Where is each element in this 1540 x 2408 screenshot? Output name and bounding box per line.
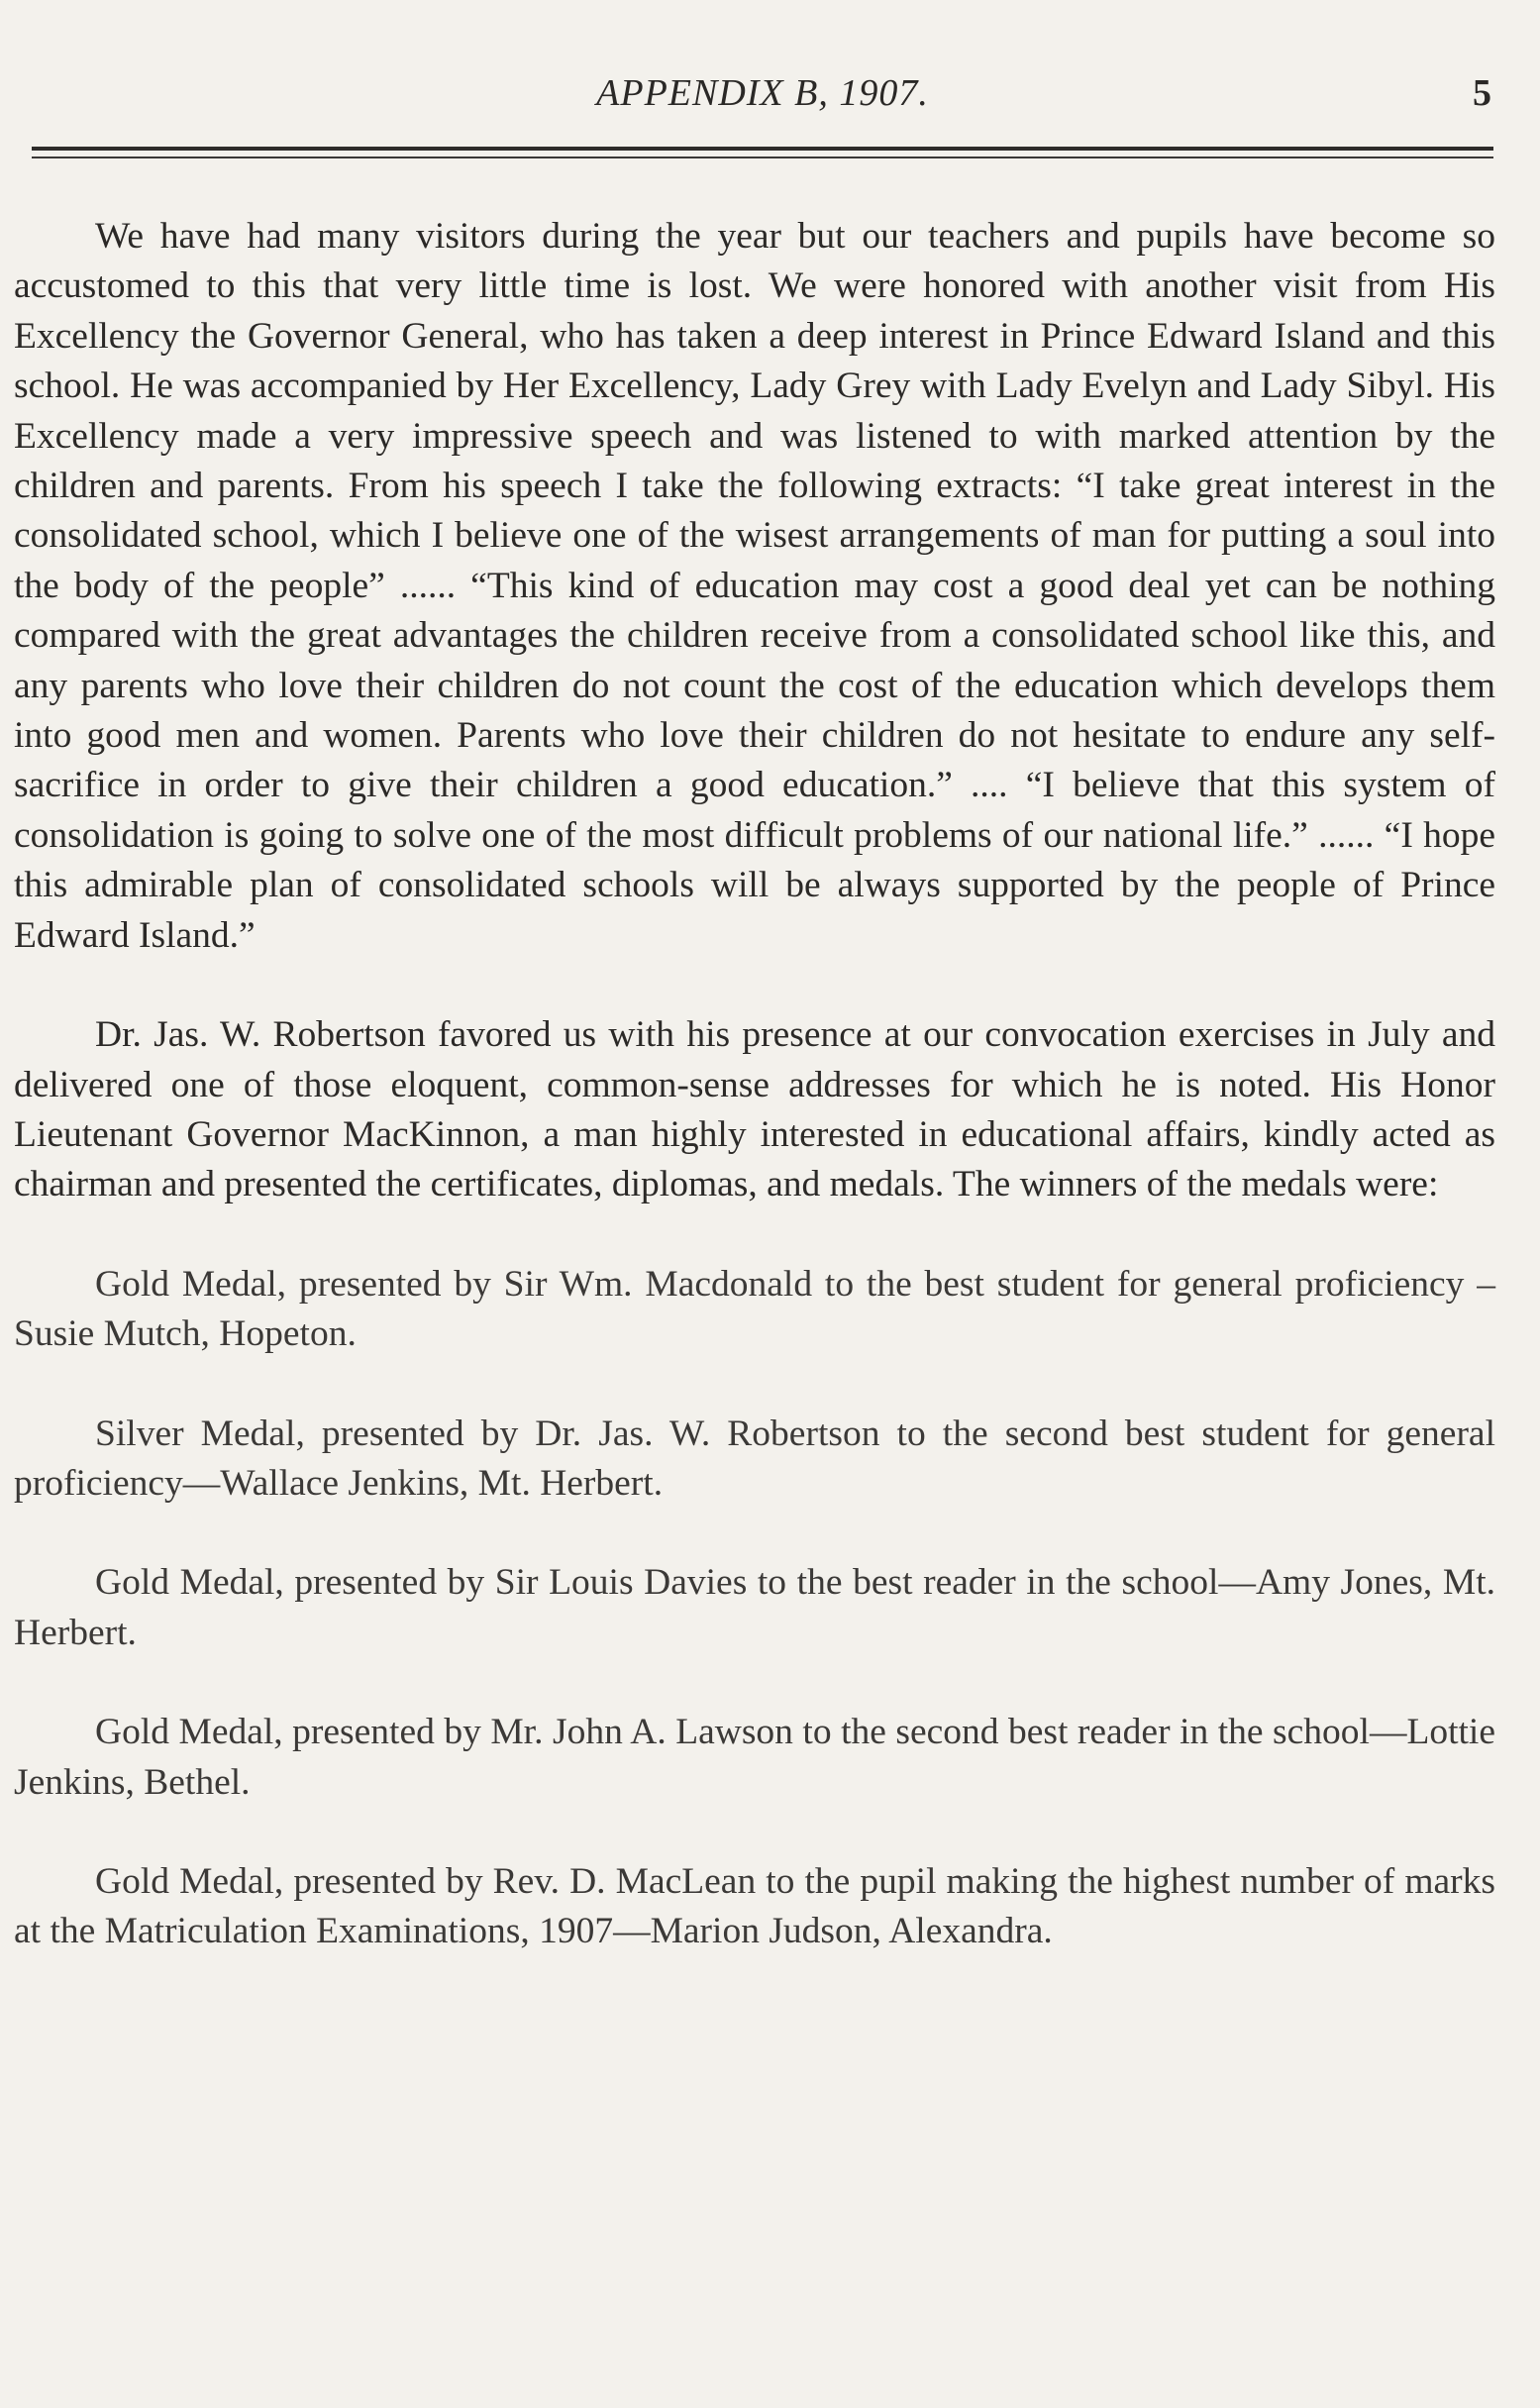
- medal-entry-davies: Gold Medal, presented by Sir Louis Davies to the best reader in the school—Amy Jones, Mt. Herbert.: [14, 1562, 1495, 1653]
- medal-entry-lawson: Gold Medal, presented by Mr. John A. Lawson to the second best reader in the school—Lottie Jenkins, Bethel.: [14, 1712, 1495, 1803]
- paragraph-visitors: We have had many visitors during the year but our teachers and pupils have become so accustomed to this that very little time is lost. We were honored with another visit from His Excellency the Governor General, who has taken a deep interest in Prince Edward Island and this school. He was accompanied by Her Excellency, Lady Grey with Lady Evelyn and Lady Sibyl. His Excellency made a very impressive speech and was listened to with marked attention by the children and parents. From his speech I take the following extracts: “I take great interest in the consolidated school, which I believe one of the wisest arrangements of man for putting a soul into the body of the people” ...... “This kind of education may cost a good deal yet can be nothing compared with the great advantages the children receive from a consolidated school like this, and any parents who love their children do not count the cost of the education which develops them into good men and women. Parents who love their children do not hesitate to endure any self-sacrifice in order to give their children a good education.” .... “I believe that this system of consolidation is going to solve one of the most difficult problems of our national life.” ...... “I hope this admirable plan of consolidated schools will be always supported by the people of Prince Edward Island.”: [14, 216, 1495, 956]
- header-rule-thick: [32, 147, 1493, 151]
- medal-entry-macdonald: Gold Medal, presented by Sir Wm. Macdonald to the best student for general proficiency – Susie Mutch, Hopeton.: [14, 1263, 1495, 1355]
- page-number: 5: [1473, 72, 1491, 114]
- medal-entry-robertson: Silver Medal, presented by Dr. Jas. W. Robertson to the second best student for general proficiency—Wallace Jenkins, Mt. Herbert.: [14, 1413, 1495, 1504]
- paragraph-convocation: Dr. Jas. W. Robertson favored us with his presence at our convocation exercises in July and delivered one of those eloquent, common-sense addresses for which he is noted. His Honor Lieutenant Governor MacKinnon, a man highly interested in educational affairs, kindly acted as chairman and presented the certificates, diplomas, and medals. The winners of the medals were:: [14, 1014, 1495, 1205]
- page-header: [30, 71, 1495, 131]
- medal-entry-maclean: Gold Medal, presented by Rev. D. MacLean to the pupil making the highest number of marks at the Matriculation Examinations, 1907—Marion Judson, Alexandra.: [14, 1860, 1495, 1952]
- body-text: [14, 212, 1495, 1957]
- header-rule-thin: [32, 157, 1493, 158]
- running-title: APPENDIX B, 1907.: [596, 72, 929, 114]
